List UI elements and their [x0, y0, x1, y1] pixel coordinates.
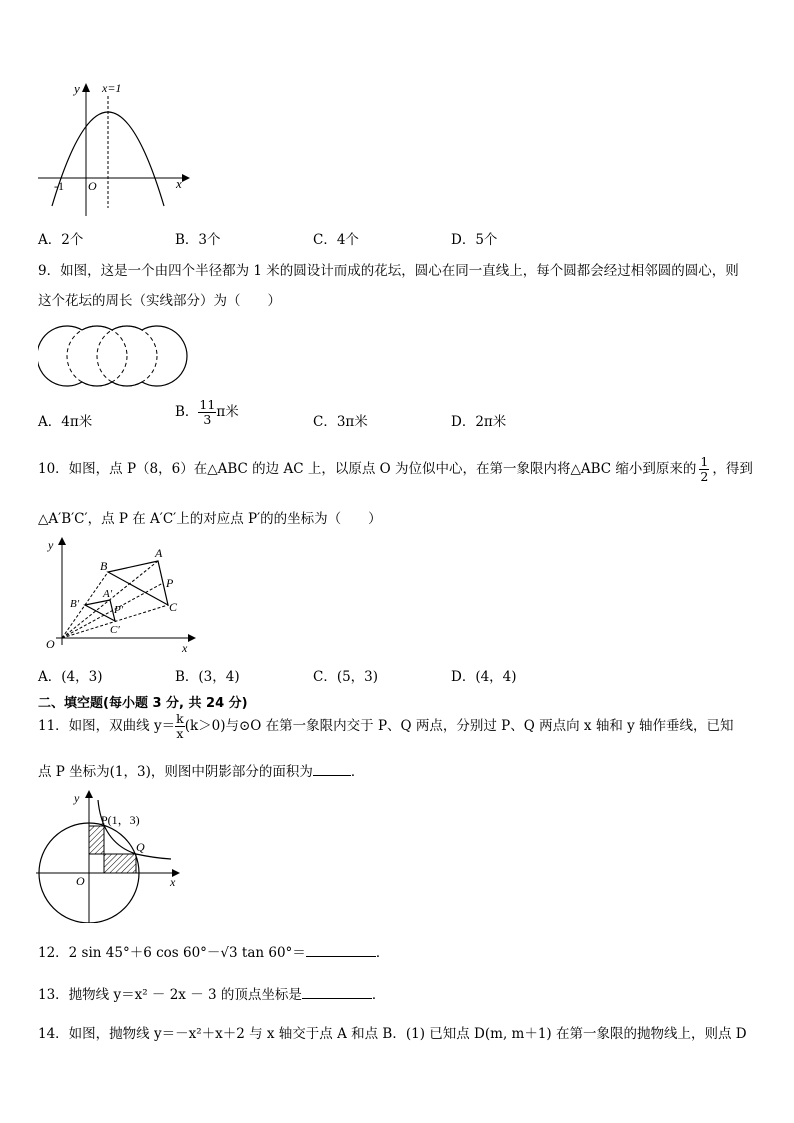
answer-blank[interactable] — [306, 942, 376, 957]
q8-option-a[interactable]: A．2个 — [38, 232, 84, 248]
answer-blank[interactable] — [313, 761, 351, 776]
label-y: y — [48, 538, 54, 552]
parabola-figure — [30, 78, 200, 223]
y-axis-arrow-icon — [82, 83, 90, 92]
q10-option-d[interactable]: D．(4，4) — [451, 669, 517, 685]
label-P: P — [166, 576, 174, 590]
q10-line1-a: 10．如图，点 P（8，6）在△ABC 的边 AC 上，以原点 O 为位似中心，在第一象限内将△ABC 缩小到原来的 — [38, 461, 697, 477]
q10-line1-b: ，得到 — [712, 461, 753, 477]
label-C1: C′ — [110, 624, 120, 636]
q9-text-line1: 9．如图，这是一个由四个半径都为 1 米的圆设计而成的花坛，圆心在同一直线上，每个圆都会经过相邻圆的圆心，则 — [38, 263, 739, 279]
q9-option-a[interactable]: A．4π米 — [38, 414, 93, 430]
circle-hyperbola-figure — [36, 788, 186, 923]
label-O: O — [46, 637, 55, 651]
q8-option-b[interactable]: B．3个 — [175, 232, 221, 248]
similar-triangles-figure — [38, 535, 203, 655]
frac-num: k — [176, 711, 184, 726]
q10-option-c[interactable]: C．(5，3) — [313, 669, 379, 685]
triangle-a1b1c1 — [85, 600, 115, 621]
label-O: O — [76, 874, 85, 888]
hyperbola-curve — [98, 800, 171, 859]
label-B: B — [100, 559, 108, 573]
q9-option-b[interactable] — [175, 398, 239, 427]
q10-fraction — [699, 455, 709, 484]
label-C: C — [169, 600, 178, 614]
q10-option-b[interactable]: B．(3，4) — [175, 669, 240, 685]
q9-option-d[interactable]: D．2π米 — [451, 414, 507, 430]
label-B1: B′ — [70, 598, 80, 610]
q9-option-b-suffix: π米 — [216, 404, 239, 420]
q14-text: 14．如图，抛物线 y＝－x²＋x＋2 与 x 轴交于点 A 和点 B．(1) 已知点 D(m, m＋1) 在第一象限的抛物线上，则点 D — [38, 1026, 747, 1042]
q8-option-c[interactable]: C．4个 — [313, 232, 359, 248]
q13-a: 13．抛物线 y＝x² － 2x － 3 的顶点坐标是 — [38, 987, 302, 1003]
q11-b: (k＞0)与⊙O 在第一象限内交于 P、Q 两点，分别过 P、Q 两点向 x 轴和 y 轴作垂线，已知 — [184, 718, 734, 734]
minus-one-label: -1 — [54, 179, 64, 193]
circle-outline-solid — [38, 326, 187, 386]
dash-ob — [62, 572, 108, 638]
q12-a: 12．2 sin 45°＋6 cos 60°－√3 tan 60°＝ — [38, 945, 306, 961]
shaded-rect-bottom — [104, 854, 136, 873]
q9-option-c[interactable]: C．3π米 — [313, 414, 368, 430]
label-y: y — [74, 791, 80, 805]
label-A: A — [155, 546, 163, 560]
line-label: x=1 — [102, 81, 122, 95]
shaded-rect-left — [89, 826, 104, 854]
label-A1: A′ — [103, 588, 113, 600]
q12-b: ． — [375, 945, 390, 961]
q8-option-d[interactable]: D．5个 — [451, 232, 498, 248]
q10-text-line1 — [38, 455, 753, 484]
triangle-abc — [108, 561, 168, 605]
q11-line2-a: 点 P 坐标为(1，3)，则图中阴影部分的面积为 — [38, 764, 313, 780]
x-axis-arrow-icon — [182, 174, 190, 182]
label-x: x — [170, 875, 176, 889]
q10-option-a[interactable]: A．(4，3) — [38, 669, 103, 685]
x-axis-arrow-icon — [188, 634, 196, 642]
frac-den: x — [176, 726, 184, 741]
q11-fraction — [175, 712, 185, 741]
q11-line2-b: ． — [350, 764, 365, 780]
q11-text-line2 — [38, 761, 364, 781]
y-axis-arrow-icon — [58, 537, 66, 545]
q9-option-b-prefix: B． — [175, 404, 199, 420]
origin-label: O — [88, 179, 97, 193]
frac-num: 1 — [700, 454, 709, 469]
label-x: x — [182, 641, 188, 655]
frac-den: 2 — [700, 469, 709, 484]
four-circles-figure — [38, 320, 193, 392]
answer-blank[interactable] — [302, 984, 372, 999]
section-heading: 二、填空题(每小题 3 分, 共 24 分) — [38, 696, 248, 711]
q12-text — [38, 942, 389, 962]
frac-den: 3 — [203, 412, 212, 427]
frac-num: 11 — [199, 397, 216, 412]
y-axis-arrow-icon — [85, 790, 93, 798]
label-P: P(1，3) — [101, 813, 140, 827]
q10-text-line2: △A′B′C′，点 P 在 A′C′上的对应点 P′的的坐标为（ ） — [38, 511, 382, 527]
q9-text-line2: 这个花坛的周长（实线部分）为（ ） — [38, 293, 281, 309]
q11-a: 11．如图，双曲线 y＝ — [38, 718, 176, 734]
q13-b: ． — [371, 987, 386, 1003]
q13-text — [38, 984, 385, 1004]
q11-text-line1 — [38, 712, 734, 741]
y-label: y — [74, 81, 80, 96]
label-P1: P′ — [114, 604, 124, 616]
x-label: x — [176, 176, 182, 191]
label-Q: Q — [136, 840, 145, 854]
q9-option-b-fraction — [198, 398, 216, 427]
